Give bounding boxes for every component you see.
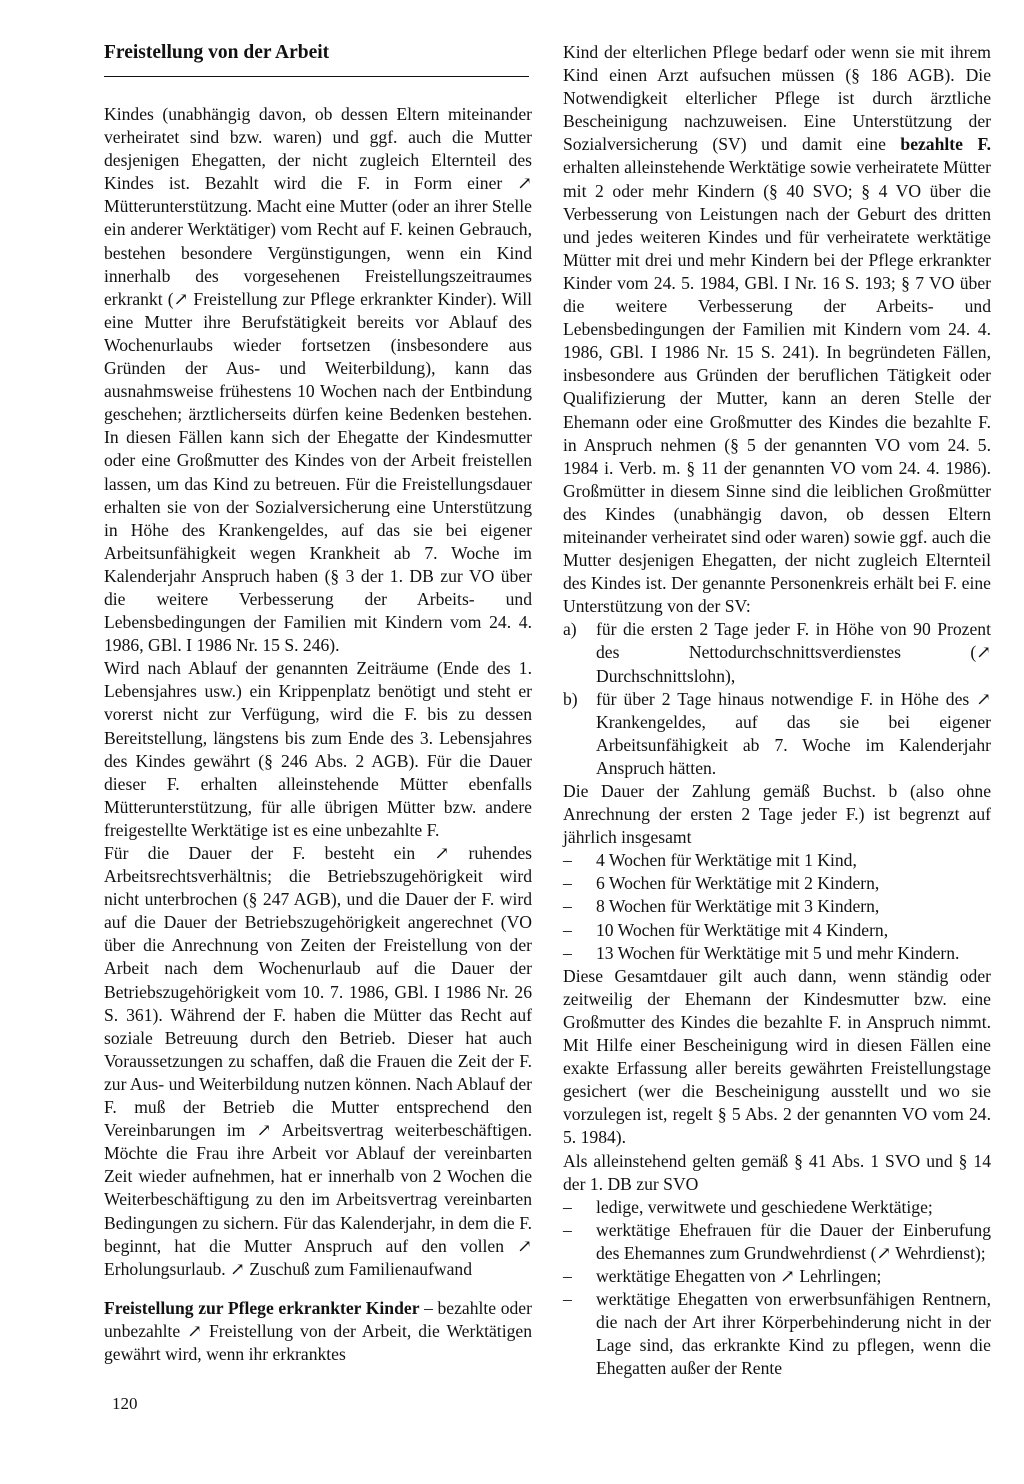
list-item <box>563 849 991 872</box>
paragraph: Die Dauer der Zahlung gemäß Buchst. b (also ohne Anrechnung der ersten 2 Tage jeder F.) ist begrenzt auf jährlich insgesamt <box>563 781 991 848</box>
section-text: – bezahlte oder unbezahlte ↗ Freistellung von der Arbeit, die Werktätigen gewährt wird, wenn ihr erkranktes <box>104 1297 532 1364</box>
list-item <box>563 1219 991 1265</box>
paragraph: Kindes (unabhängig davon, ob dessen Eltern miteinander verheiratet sind bzw. waren) und ggf. auch die Mutter desjenigen Ehegatten, der nicht zugleich Elternteil des Kindes ist. Bezahlt wird die F. in Form einer ↗ Mütterunterstützung. Macht eine Mutter (oder an ihrer Stelle ein anderer Werktätiger) vom Recht auf F. keinen Gebrauch, bestehen besondere Vergünstigungen, wenn ein Kind innerhalb des vorgesehenen Freistellungszeitraumes erkrankt (↗ Freistellung zur Pflege erkrankter Kinder). Will eine Mutter ihre Berufstätigkeit bereits vor Ablauf des Wochenurlaubs wieder fortsetzen (insbesondere aus Gründen der Aus- und Weiterbildung), kann das ausnahmsweise frühestens 10 Wochen nach der Entbindung geschehen; ärztlicherseits dürfen keine Bedenken bestehen. In diesen Fällen kann sich der Ehegatte der Kindesmutter oder eine Großmutter des Kindes von der Arbeit freistellen lassen, um das Kind zu betreuen. Für die Freistellungsdauer erhalten sie von der Sozialversicherung eine Unterstützung in Höhe des Krankengeldes, auf das sie bei eigener Arbeitsunfähigkeit wegen Krankheit ab 7. Woche im Kalenderjahr Anspruch haben (§ 3 der 1. DB zur VO über die weitere Verbesserung der Arbeits- und Lebensbedingungen der Familien mit Kindern vom 24. 4. 1986, GBl. I 1986 Nr. 15 S. 246). <box>104 104 532 656</box>
list-item-text: werktätige Ehegatten von erwerbsunfähigen Rentnern, die nach der Art ihrer Körperbehinderung nicht in der Lage sind, das erkrankte Kind zu pflegen, wenn die Ehegatten außer der Rente <box>596 1289 991 1379</box>
list-item <box>563 919 991 942</box>
header-title: Freistellung von der Arbeit <box>104 42 330 63</box>
list-marker: – <box>563 1219 572 1240</box>
list-item <box>563 1196 991 1219</box>
paragraph <box>563 41 991 618</box>
list-item <box>563 872 991 895</box>
list-item <box>563 618 991 687</box>
running-header <box>104 42 529 77</box>
page-number: 120 <box>112 1394 138 1413</box>
list-marker: – <box>563 942 572 963</box>
list-marker: – <box>563 896 572 917</box>
list-item-text: 8 Wochen für Werktätige mit 3 Kindern, <box>596 896 880 917</box>
paragraph: Wird nach Ablauf der genannten Zeiträume (Ende des 1. Lebensjahres usw.) ein Krippenplatz benötigt und steht er vorerst nicht zur Verfügung, wird die F. bis zu dessen Bereitstellung, längstens bis zum Ende des 3. Lebensjahres des Kindes gewährt (§ 246 Abs. 2 AGB). Für die Dauer dieser F. erhalten alleinstehende Mütter ebenfalls Mütterunterstützung, für alle übrigen Mütter bzw. andere freigestellte Werktätige ist es eine unbezahlte F. <box>104 658 532 840</box>
list-marker: a) <box>563 619 577 640</box>
paragraph: Als alleinstehend gelten gemäß § 41 Abs. 1 SVO und § 14 der 1. DB zur SVO <box>563 1150 991 1194</box>
text-run: erhalten alleinstehende Werktätige sowie verheiratete Mütter mit 2 oder mehr Kindern (§ 40 SVO; § 4 VO über die Verbesserung von Leistungen nach der Geburt des dritten und jedes weiteren Kindes und für verheiratete werktätige Mütter mit drei und mehr Kindern bei der Pflege erkrankter Kinder vom 24. 5. 1984, GBl. I Nr. 16 S. 193; § 7 VO über die weitere Verbesserung der Arbeits- und Lebensbedingungen der Familien mit Kindern vom 24. 4. 1986, GBl. I 1986 Nr. 15 S. 241). In begründeten Fällen, insbesondere aus Gründen der beruflichen Tätigkeit oder Qualifizierung der Mutter, kann an deren Stelle der Ehemann oder eine Großmutter des Kindes die bezahlte F. in Anspruch nehmen (§ 5 der genannten VO vom 24. 5. 1984 i. Verb. m. § 11 der genannten VO vom 24. 4. 1986). Großmütter in diesem Sinne sind die leiblichen Großmütter des Kindes (unabhängig davon, ob dessen Eltern miteinander verheiratet sind oder waren) sowie ggf. auch die Mutter desjenigen Ehegatten, der nicht zugleich Elternteil des Kindes ist. Der genannte Personenkreis erhält bei F. eine Unterstützung von der SV: <box>563 157 991 617</box>
list-item <box>563 1265 991 1288</box>
left-column <box>104 103 532 1366</box>
list-item <box>563 1288 991 1380</box>
list-item-text: werktätige Ehegatten von ↗ Lehrlingen; <box>596 1265 882 1286</box>
list-item <box>563 942 991 965</box>
list-marker: b) <box>563 688 578 709</box>
bold-term: bezahlte F. <box>900 134 991 155</box>
list-item-text: 6 Wochen für Werktätige mit 2 Kindern, <box>596 873 880 894</box>
list-marker: – <box>563 873 572 894</box>
list-item <box>563 688 991 780</box>
list-item-text: 4 Wochen für Werktätige mit 1 Kind, <box>596 850 857 871</box>
weeks-list <box>563 849 991 964</box>
list-item-text: 10 Wochen für Werktätige mit 4 Kindern, <box>596 919 889 940</box>
single-parent-list <box>563 1196 991 1381</box>
section-title: Freistellung zur Pflege erkrankter Kinder <box>104 1297 420 1318</box>
right-column <box>563 41 991 1380</box>
section-entry <box>104 1297 532 1366</box>
paragraph: Für die Dauer der F. besteht ein ↗ ruhendes Arbeitsrechtsverhältnis; die Betriebszugehörigkeit wird nicht unterbrochen (§ 247 AGB), und die Dauer der F. wird auf die Dauer der Betriebszugehörigkeit angerechnet (VO über die Anrechnung von Zeiten der Freistellung von der Arbeit nach dem Wochenurlaub auf die Dauer der Betriebszugehörigkeit vom 10. 7. 1986, GBl. I 1986 Nr. 26 S. 361). Während der F. haben die Mütter das Recht auf soziale Betreuung durch den Betrieb. Dieser hat auch Voraussetzungen zu schaffen, daß die Frauen die Zeit der F. zur Aus- und Weiterbildung nutzen können. Nach Ablauf der F. muß der Betrieb die Mutter entsprechend den Vereinbarungen im ↗ Arbeitsvertrag weiterbeschäftigen. Möchte die Frau ihre Arbeit vor Ablauf der vereinbarten Zeit wieder aufnehmen, hat er innerhalb von 2 Wochen die Weiterbeschäftigung zu den im Arbeitsvertrag vereinbarten Bedingungen zu sichern. Für das Kalenderjahr, in dem die F. beginnt, hat die Mutter Anspruch auf den vollen ↗ Erholungsurlaub. ↗ Zuschuß zum Familienaufwand <box>104 843 532 1279</box>
list-item-text: für die ersten 2 Tage jeder F. in Höhe von 90 Prozent des Nettodurchschnittsverdienstes (↗ Durchschnittslohn), <box>596 619 991 686</box>
text-run: Kind der elterlichen Pflege bedarf oder wenn sie mit ihrem Kind einen Arzt aufsuchen müssen (§ 186 AGB). Die Notwendigkeit elterlicher Pflege ist durch ärztliche Bescheinigung nachzuweisen. Eine Unterstützung der Sozialversicherung (SV) und damit eine <box>563 42 991 155</box>
payment-list <box>563 618 991 780</box>
list-marker: – <box>563 1265 572 1286</box>
list-item <box>563 895 991 918</box>
list-marker: – <box>563 1289 572 1310</box>
list-item-text: für über 2 Tage hinaus notwendige F. in Höhe des ↗ Krankengeldes, auf das sie bei eigener Arbeitsunfähigkeit ab 7. Woche im Kalenderjahr Anspruch hätten. <box>596 688 991 778</box>
list-marker: – <box>563 1196 572 1217</box>
list-item-text: 13 Wochen für Werktätige mit 5 und mehr Kindern. <box>596 942 960 963</box>
list-marker: – <box>563 919 572 940</box>
list-item-text: werktätige Ehefrauen für die Dauer der Einberufung des Ehemannes zum Grundwehrdienst (↗ Wehrdienst); <box>596 1219 991 1263</box>
list-marker: – <box>563 850 572 871</box>
paragraph: Diese Gesamtdauer gilt auch dann, wenn ständig oder zeitweilig der Ehemann der Kindesmutter bzw. eine Großmutter des Kindes die bezahlte F. in Anspruch nimmt. Mit Hilfe einer Bescheinigung wird in diesen Fällen eine exakte Erfassung aller bereits gewährten Freistellungstage gesichert (wer die Bescheinigung ausstellt und wo sie vorzulegen ist, regelt § 5 Abs. 2 der genannten VO vom 24. 5. 1984). <box>563 965 991 1148</box>
list-item-text: ledige, verwitwete und geschiedene Werktätige; <box>596 1196 933 1217</box>
